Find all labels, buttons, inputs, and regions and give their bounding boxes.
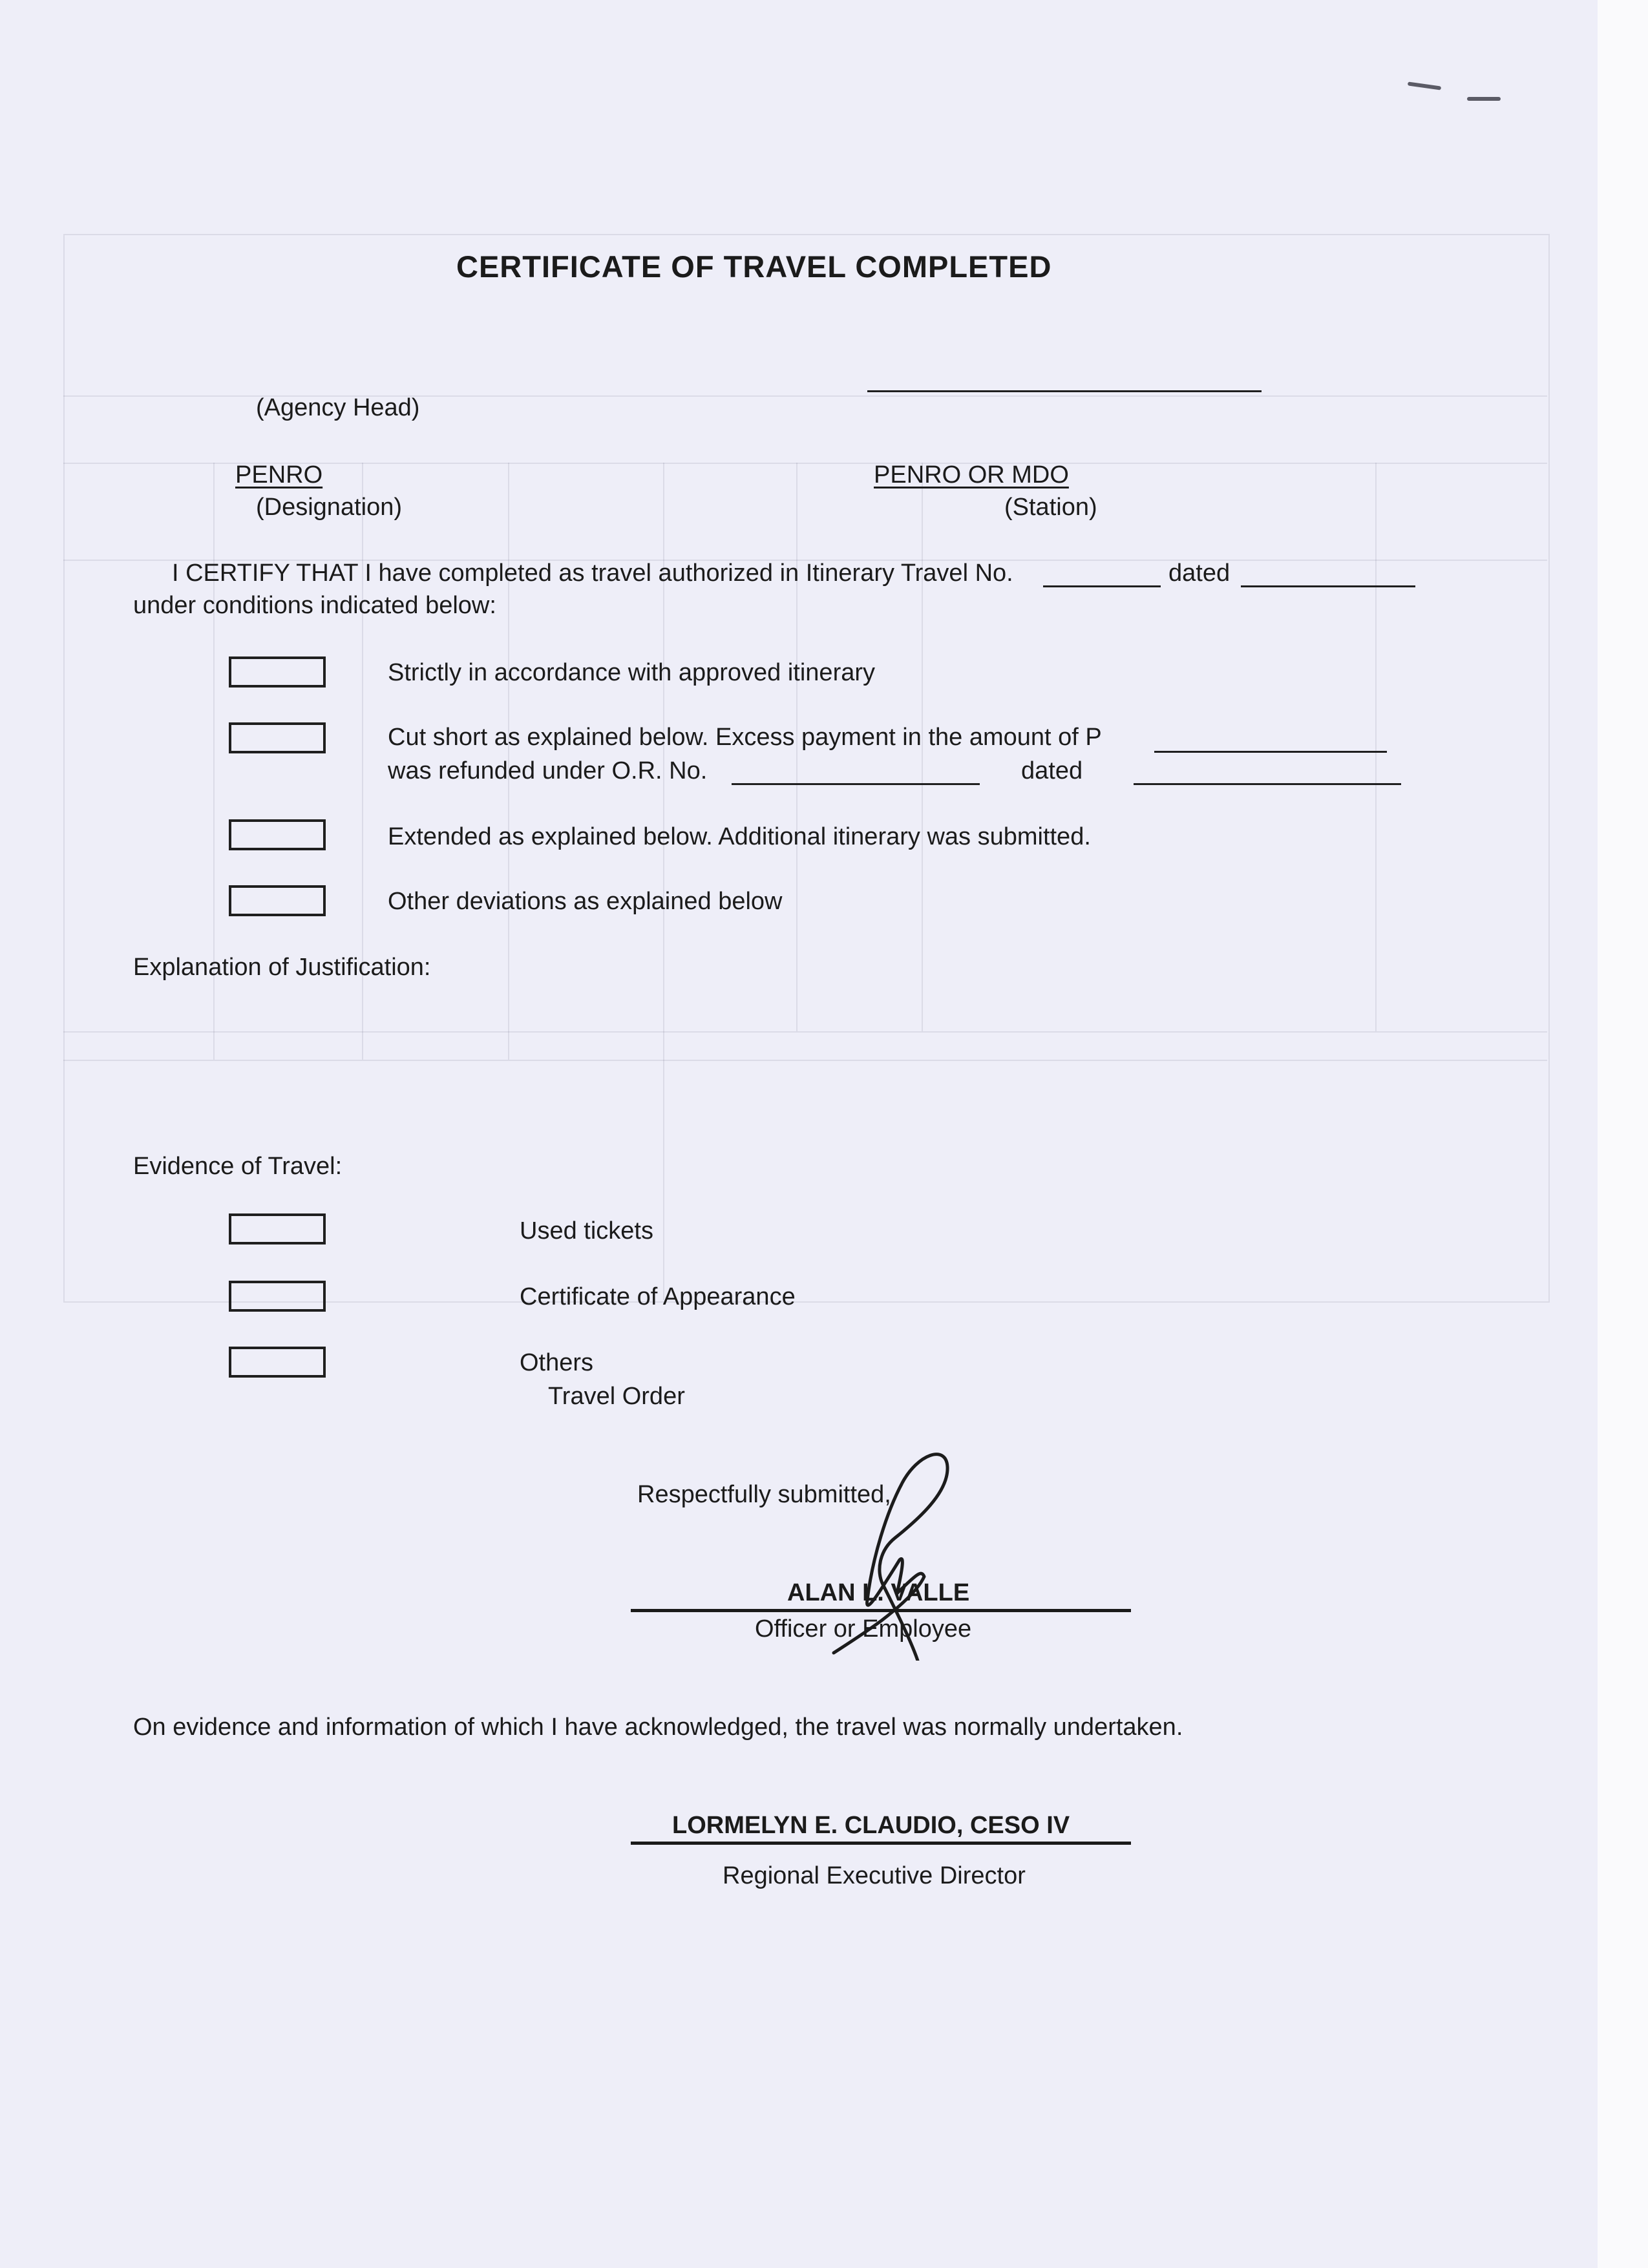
station-value: PENRO OR MDO (874, 461, 1069, 488)
explanation-label: Explanation of Justification: (133, 954, 431, 981)
certify-dated-label: dated (1168, 560, 1231, 587)
extended-checkbox[interactable] (229, 819, 326, 850)
agency-head-line (867, 390, 1262, 392)
officer-signature-line (631, 1609, 1131, 1612)
option-cut-short-text: Cut short as explained below. Excess payment in the amount of P (388, 724, 1102, 751)
used-tickets-checkbox[interactable] (229, 1213, 326, 1244)
itinerary-number-field[interactable] (1043, 585, 1161, 587)
evidence-used-tickets-text: Used tickets (520, 1217, 653, 1244)
cut-short-checkbox[interactable] (229, 722, 326, 753)
station-label: (Station) (1004, 494, 1097, 521)
designation-value: PENRO (235, 461, 323, 488)
director-title: Regional Executive Director (723, 1862, 1026, 1889)
evidence-label: Evidence of Travel: (133, 1153, 343, 1180)
option-cut-short-or-text: was refunded under O.R. No. (388, 757, 708, 784)
option-strict-text: Strictly in accordance with approved itinerary (388, 659, 876, 686)
evidence-others-value: Travel Order (548, 1383, 685, 1410)
excess-amount-field[interactable] (1154, 751, 1387, 753)
officer-title: Officer or Employee (755, 1615, 972, 1643)
director-name: LORMELYN E. CLAUDIO, CESO IV (672, 1812, 1070, 1839)
certificate-of-appearance-checkbox[interactable] (229, 1281, 326, 1312)
evidence-appearance-text: Certificate of Appearance (520, 1283, 796, 1310)
strict-itinerary-checkbox[interactable] (229, 656, 326, 688)
officer-name: ALAN L. VALLE (787, 1579, 970, 1606)
option-extended-text: Extended as explained below. Additional itinerary was submitted. (388, 823, 1091, 850)
evidence-others-text: Others (520, 1349, 594, 1376)
itinerary-date-field[interactable] (1241, 585, 1415, 587)
scan-mark (1467, 97, 1501, 101)
document-title: CERTIFICATE OF TRAVEL COMPLETED (456, 249, 1052, 284)
acknowledgement-statement: On evidence and information of which I have acknowledged, the travel was normally undertaken. (133, 1714, 1183, 1741)
other-deviations-checkbox[interactable] (229, 885, 326, 916)
page-edge (1598, 0, 1648, 2268)
refund-date-field[interactable] (1134, 783, 1401, 785)
director-signature-line (631, 1842, 1131, 1845)
designation-label: (Designation) (256, 494, 402, 521)
option-other-deviations-text: Other deviations as explained below (388, 888, 783, 915)
scan-mark (1408, 81, 1441, 90)
option-cut-short-dated-label: dated (1021, 757, 1083, 784)
others-checkbox[interactable] (229, 1347, 326, 1378)
certify-conditions-label: under conditions indicated below: (133, 592, 496, 619)
certify-statement: I CERTIFY THAT I have completed as travel authorized in Itinerary Travel No. (172, 560, 1013, 587)
agency-head-label: (Agency Head) (256, 394, 420, 421)
respectfully-submitted-label: Respectfully submitted, (637, 1481, 891, 1508)
or-number-field[interactable] (732, 783, 980, 785)
